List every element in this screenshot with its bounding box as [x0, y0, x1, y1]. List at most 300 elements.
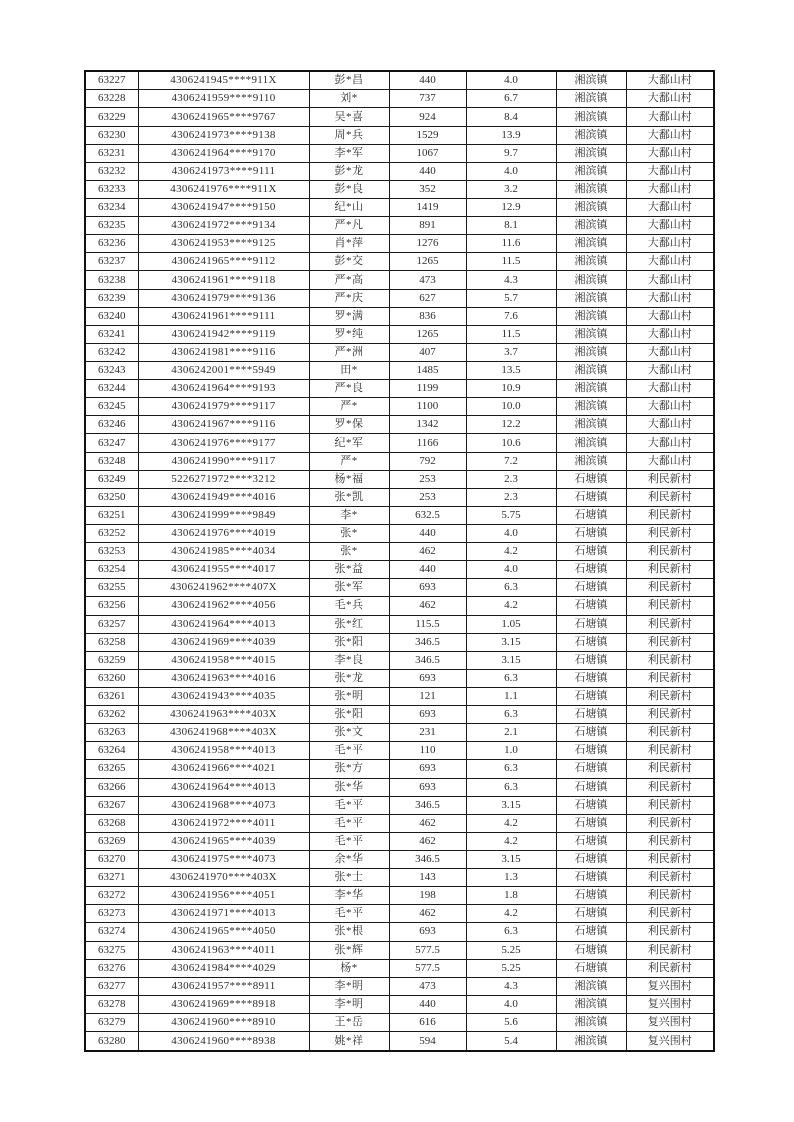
row-id-cell: 63268 — [85, 814, 138, 832]
area-cell: 4.0 — [466, 995, 556, 1013]
town-cell: 石塘镇 — [556, 760, 626, 778]
id-number-cell: 4306241964****9193 — [138, 380, 309, 398]
id-number-cell: 4306241945****911X — [138, 71, 309, 90]
village-cell: 大鄱山村 — [626, 180, 714, 198]
village-cell: 大鄱山村 — [626, 162, 714, 180]
id-number-cell: 4306241969****8918 — [138, 995, 309, 1013]
amount-cell: 462 — [389, 597, 466, 615]
area-cell: 6.3 — [466, 669, 556, 687]
area-cell: 4.0 — [466, 71, 556, 90]
area-cell: 4.0 — [466, 525, 556, 543]
table-row — [85, 977, 714, 995]
area-cell: 4.2 — [466, 832, 556, 850]
area-cell: 6.7 — [466, 90, 556, 108]
name-cell: 张*军 — [309, 579, 389, 597]
village-cell: 复兴围村 — [626, 1032, 714, 1051]
amount-cell: 198 — [389, 887, 466, 905]
name-cell: 李*军 — [309, 144, 389, 162]
village-cell: 大鄱山村 — [626, 126, 714, 144]
row-id-cell: 63261 — [85, 687, 138, 705]
table-row — [85, 180, 714, 198]
village-cell: 利民新村 — [626, 778, 714, 796]
town-cell: 石塘镇 — [556, 941, 626, 959]
row-id-cell: 63236 — [85, 235, 138, 253]
table-row — [85, 887, 714, 905]
table-row — [85, 162, 714, 180]
village-cell: 利民新村 — [626, 488, 714, 506]
town-cell: 湘滨镇 — [556, 253, 626, 271]
town-cell: 石塘镇 — [556, 525, 626, 543]
amount-cell: 1067 — [389, 144, 466, 162]
area-cell: 4.2 — [466, 597, 556, 615]
name-cell: 彭*交 — [309, 253, 389, 271]
area-cell: 1.1 — [466, 687, 556, 705]
table-row — [85, 995, 714, 1013]
amount-cell: 143 — [389, 869, 466, 887]
amount-cell: 627 — [389, 289, 466, 307]
area-cell: 10.9 — [466, 380, 556, 398]
id-number-cell: 4306241972****9134 — [138, 217, 309, 235]
amount-cell: 462 — [389, 543, 466, 561]
amount-cell: 1166 — [389, 434, 466, 452]
table-row — [85, 905, 714, 923]
village-cell: 利民新村 — [626, 959, 714, 977]
town-cell: 湘滨镇 — [556, 180, 626, 198]
id-number-cell: 4306241955****4017 — [138, 561, 309, 579]
town-cell: 石塘镇 — [556, 579, 626, 597]
table-row — [85, 90, 714, 108]
town-cell: 石塘镇 — [556, 923, 626, 941]
village-cell: 复兴围村 — [626, 977, 714, 995]
table-row — [85, 434, 714, 452]
town-cell: 石塘镇 — [556, 832, 626, 850]
table-row — [85, 325, 714, 343]
town-cell: 石塘镇 — [556, 561, 626, 579]
name-cell: 张*方 — [309, 760, 389, 778]
row-id-cell: 63232 — [85, 162, 138, 180]
amount-cell: 346.5 — [389, 796, 466, 814]
village-cell: 利民新村 — [626, 923, 714, 941]
row-id-cell: 63241 — [85, 325, 138, 343]
amount-cell: 462 — [389, 905, 466, 923]
amount-cell: 792 — [389, 452, 466, 470]
village-cell: 利民新村 — [626, 525, 714, 543]
village-cell: 利民新村 — [626, 597, 714, 615]
table-row — [85, 814, 714, 832]
area-cell: 6.3 — [466, 579, 556, 597]
village-cell: 利民新村 — [626, 832, 714, 850]
village-cell: 利民新村 — [626, 814, 714, 832]
name-cell: 姚*祥 — [309, 1032, 389, 1051]
records-table — [84, 70, 715, 1052]
name-cell: 纪*山 — [309, 199, 389, 217]
town-cell: 湘滨镇 — [556, 108, 626, 126]
area-cell: 9.7 — [466, 144, 556, 162]
village-cell: 大鄱山村 — [626, 343, 714, 361]
amount-cell: 407 — [389, 343, 466, 361]
village-cell: 大鄱山村 — [626, 144, 714, 162]
table-row — [85, 362, 714, 380]
name-cell: 严*高 — [309, 271, 389, 289]
area-cell: 8.1 — [466, 217, 556, 235]
amount-cell: 473 — [389, 271, 466, 289]
table-row — [85, 832, 714, 850]
town-cell: 石塘镇 — [556, 905, 626, 923]
amount-cell: 693 — [389, 669, 466, 687]
row-id-cell: 63235 — [85, 217, 138, 235]
town-cell: 湘滨镇 — [556, 325, 626, 343]
amount-cell: 110 — [389, 742, 466, 760]
table-row — [85, 416, 714, 434]
name-cell: 毛*平 — [309, 905, 389, 923]
amount-cell: 1265 — [389, 253, 466, 271]
amount-cell: 115.5 — [389, 615, 466, 633]
area-cell: 4.2 — [466, 905, 556, 923]
town-cell: 石塘镇 — [556, 959, 626, 977]
village-cell: 利民新村 — [626, 869, 714, 887]
town-cell: 湘滨镇 — [556, 995, 626, 1013]
area-cell: 11.5 — [466, 325, 556, 343]
table-row — [85, 525, 714, 543]
village-cell: 利民新村 — [626, 506, 714, 524]
table-row — [85, 488, 714, 506]
town-cell: 湘滨镇 — [556, 235, 626, 253]
id-number-cell: 4306241965****9767 — [138, 108, 309, 126]
table-row — [85, 1032, 714, 1051]
table-row — [85, 850, 714, 868]
amount-cell: 693 — [389, 760, 466, 778]
amount-cell: 616 — [389, 1013, 466, 1031]
area-cell: 3.15 — [466, 850, 556, 868]
town-cell: 湘滨镇 — [556, 1032, 626, 1051]
name-cell: 田* — [309, 362, 389, 380]
id-number-cell: 4306241963****4011 — [138, 941, 309, 959]
name-cell: 严*洲 — [309, 343, 389, 361]
amount-cell: 1199 — [389, 380, 466, 398]
id-number-cell: 4306241966****4021 — [138, 760, 309, 778]
amount-cell: 440 — [389, 71, 466, 90]
id-number-cell: 4306241964****9170 — [138, 144, 309, 162]
village-cell: 复兴围村 — [626, 995, 714, 1013]
row-id-cell: 63237 — [85, 253, 138, 271]
id-number-cell: 4306241961****9111 — [138, 307, 309, 325]
amount-cell: 693 — [389, 923, 466, 941]
name-cell: 张*益 — [309, 561, 389, 579]
town-cell: 石塘镇 — [556, 814, 626, 832]
id-number-cell: 4306241965****4050 — [138, 923, 309, 941]
row-id-cell: 63278 — [85, 995, 138, 1013]
town-cell: 石塘镇 — [556, 687, 626, 705]
table-row — [85, 307, 714, 325]
row-id-cell: 63233 — [85, 180, 138, 198]
amount-cell: 352 — [389, 180, 466, 198]
town-cell: 湘滨镇 — [556, 398, 626, 416]
town-cell: 湘滨镇 — [556, 289, 626, 307]
row-id-cell: 63260 — [85, 669, 138, 687]
name-cell: 张*凯 — [309, 488, 389, 506]
amount-cell: 693 — [389, 706, 466, 724]
town-cell: 石塘镇 — [556, 778, 626, 796]
id-number-cell: 4306241953****9125 — [138, 235, 309, 253]
town-cell: 石塘镇 — [556, 850, 626, 868]
area-cell: 5.25 — [466, 959, 556, 977]
name-cell: 王*岳 — [309, 1013, 389, 1031]
village-cell: 利民新村 — [626, 706, 714, 724]
table-row — [85, 126, 714, 144]
table-row — [85, 235, 714, 253]
amount-cell: 924 — [389, 108, 466, 126]
records-table-body — [85, 71, 714, 1051]
name-cell: 张*文 — [309, 724, 389, 742]
id-number-cell: 4306241960****8938 — [138, 1032, 309, 1051]
row-id-cell: 63272 — [85, 887, 138, 905]
area-cell: 11.6 — [466, 235, 556, 253]
name-cell: 李*良 — [309, 651, 389, 669]
name-cell: 杨*福 — [309, 470, 389, 488]
name-cell: 张*龙 — [309, 669, 389, 687]
town-cell: 湘滨镇 — [556, 307, 626, 325]
village-cell: 大鄱山村 — [626, 416, 714, 434]
town-cell: 石塘镇 — [556, 869, 626, 887]
area-cell: 4.2 — [466, 543, 556, 561]
town-cell: 湘滨镇 — [556, 362, 626, 380]
id-number-cell: 4306241963****4016 — [138, 669, 309, 687]
table-row — [85, 71, 714, 90]
table-row — [85, 796, 714, 814]
amount-cell: 440 — [389, 561, 466, 579]
table-row — [85, 669, 714, 687]
amount-cell: 1342 — [389, 416, 466, 434]
name-cell: 彭*良 — [309, 180, 389, 198]
id-number-cell: 4306241984****4029 — [138, 959, 309, 977]
name-cell: 吴*喜 — [309, 108, 389, 126]
id-number-cell: 4306241976****9177 — [138, 434, 309, 452]
town-cell: 湘滨镇 — [556, 199, 626, 217]
table-row — [85, 597, 714, 615]
village-cell: 利民新村 — [626, 796, 714, 814]
name-cell: 张*华 — [309, 778, 389, 796]
row-id-cell: 63252 — [85, 525, 138, 543]
town-cell: 石塘镇 — [556, 651, 626, 669]
name-cell: 毛*平 — [309, 814, 389, 832]
amount-cell: 836 — [389, 307, 466, 325]
amount-cell: 462 — [389, 814, 466, 832]
village-cell: 利民新村 — [626, 850, 714, 868]
village-cell: 利民新村 — [626, 687, 714, 705]
area-cell: 5.7 — [466, 289, 556, 307]
amount-cell: 1485 — [389, 362, 466, 380]
name-cell: 李* — [309, 506, 389, 524]
row-id-cell: 63231 — [85, 144, 138, 162]
row-id-cell: 63274 — [85, 923, 138, 941]
village-cell: 利民新村 — [626, 579, 714, 597]
village-cell: 利民新村 — [626, 724, 714, 742]
area-cell: 1.3 — [466, 869, 556, 887]
row-id-cell: 63277 — [85, 977, 138, 995]
town-cell: 湘滨镇 — [556, 144, 626, 162]
town-cell: 石塘镇 — [556, 706, 626, 724]
id-number-cell: 4306241972****4011 — [138, 814, 309, 832]
table-row — [85, 941, 714, 959]
id-number-cell: 4306241973****9111 — [138, 162, 309, 180]
id-number-cell: 5226271972****3212 — [138, 470, 309, 488]
town-cell: 石塘镇 — [556, 615, 626, 633]
id-number-cell: 4306241942****9119 — [138, 325, 309, 343]
table-row — [85, 253, 714, 271]
amount-cell: 1419 — [389, 199, 466, 217]
name-cell: 毛*平 — [309, 796, 389, 814]
village-cell: 大鄱山村 — [626, 217, 714, 235]
name-cell: 李*明 — [309, 977, 389, 995]
name-cell: 严*庆 — [309, 289, 389, 307]
village-cell: 大鄱山村 — [626, 434, 714, 452]
area-cell: 4.2 — [466, 814, 556, 832]
row-id-cell: 63275 — [85, 941, 138, 959]
area-cell: 3.15 — [466, 651, 556, 669]
amount-cell: 594 — [389, 1032, 466, 1051]
table-row — [85, 923, 714, 941]
town-cell: 湘滨镇 — [556, 977, 626, 995]
id-number-cell: 4306241981****9116 — [138, 343, 309, 361]
table-row — [85, 742, 714, 760]
area-cell: 5.25 — [466, 941, 556, 959]
area-cell: 1.8 — [466, 887, 556, 905]
row-id-cell: 63276 — [85, 959, 138, 977]
row-id-cell: 63259 — [85, 651, 138, 669]
amount-cell: 346.5 — [389, 633, 466, 651]
village-cell: 利民新村 — [626, 760, 714, 778]
name-cell: 毛*平 — [309, 832, 389, 850]
table-row — [85, 760, 714, 778]
area-cell: 1.0 — [466, 742, 556, 760]
row-id-cell: 63267 — [85, 796, 138, 814]
id-number-cell: 4306241963****403X — [138, 706, 309, 724]
id-number-cell: 4306241961****9118 — [138, 271, 309, 289]
amount-cell: 253 — [389, 470, 466, 488]
town-cell: 湘滨镇 — [556, 162, 626, 180]
amount-cell: 231 — [389, 724, 466, 742]
area-cell: 2.1 — [466, 724, 556, 742]
village-cell: 大鄱山村 — [626, 362, 714, 380]
area-cell: 10.6 — [466, 434, 556, 452]
id-number-cell: 4306241985****4034 — [138, 543, 309, 561]
amount-cell: 1276 — [389, 235, 466, 253]
name-cell: 刘* — [309, 90, 389, 108]
row-id-cell: 63243 — [85, 362, 138, 380]
table-row — [85, 398, 714, 416]
area-cell: 3.15 — [466, 796, 556, 814]
name-cell: 张*士 — [309, 869, 389, 887]
name-cell: 彭*昌 — [309, 71, 389, 90]
id-number-cell: 4306241956****4051 — [138, 887, 309, 905]
village-cell: 利民新村 — [626, 633, 714, 651]
village-cell: 大鄱山村 — [626, 398, 714, 416]
village-cell: 大鄱山村 — [626, 289, 714, 307]
area-cell: 5.4 — [466, 1032, 556, 1051]
amount-cell: 440 — [389, 162, 466, 180]
row-id-cell: 63280 — [85, 1032, 138, 1051]
row-id-cell: 63265 — [85, 760, 138, 778]
table-row — [85, 470, 714, 488]
table-row — [85, 108, 714, 126]
row-id-cell: 63264 — [85, 742, 138, 760]
table-row — [85, 217, 714, 235]
id-number-cell: 4306241976****911X — [138, 180, 309, 198]
row-id-cell: 63269 — [85, 832, 138, 850]
table-row — [85, 633, 714, 651]
town-cell: 石塘镇 — [556, 887, 626, 905]
village-cell: 大鄱山村 — [626, 325, 714, 343]
town-cell: 湘滨镇 — [556, 271, 626, 289]
id-number-cell: 4306241979****9117 — [138, 398, 309, 416]
village-cell: 利民新村 — [626, 669, 714, 687]
village-cell: 大鄱山村 — [626, 271, 714, 289]
row-id-cell: 63249 — [85, 470, 138, 488]
name-cell: 余*华 — [309, 850, 389, 868]
amount-cell: 346.5 — [389, 850, 466, 868]
row-id-cell: 63244 — [85, 380, 138, 398]
table-row — [85, 706, 714, 724]
amount-cell: 577.5 — [389, 941, 466, 959]
town-cell: 石塘镇 — [556, 724, 626, 742]
name-cell: 李*华 — [309, 887, 389, 905]
id-number-cell: 4306241965****4039 — [138, 832, 309, 850]
id-number-cell: 4306241973****9138 — [138, 126, 309, 144]
name-cell: 严*凡 — [309, 217, 389, 235]
name-cell: 李*明 — [309, 995, 389, 1013]
amount-cell: 693 — [389, 778, 466, 796]
amount-cell: 462 — [389, 832, 466, 850]
town-cell: 石塘镇 — [556, 669, 626, 687]
area-cell: 4.0 — [466, 561, 556, 579]
row-id-cell: 63253 — [85, 543, 138, 561]
village-cell: 大鄱山村 — [626, 235, 714, 253]
amount-cell: 346.5 — [389, 651, 466, 669]
amount-cell: 737 — [389, 90, 466, 108]
table-row — [85, 561, 714, 579]
name-cell: 张*根 — [309, 923, 389, 941]
area-cell: 3.2 — [466, 180, 556, 198]
area-cell: 4.0 — [466, 162, 556, 180]
table-row — [85, 289, 714, 307]
area-cell: 6.3 — [466, 778, 556, 796]
area-cell: 8.4 — [466, 108, 556, 126]
town-cell: 湘滨镇 — [556, 1013, 626, 1031]
row-id-cell: 63247 — [85, 434, 138, 452]
row-id-cell: 63227 — [85, 71, 138, 90]
amount-cell: 693 — [389, 579, 466, 597]
village-cell: 利民新村 — [626, 742, 714, 760]
village-cell: 利民新村 — [626, 887, 714, 905]
row-id-cell: 63234 — [85, 199, 138, 217]
name-cell: 罗*满 — [309, 307, 389, 325]
name-cell: 严* — [309, 398, 389, 416]
area-cell: 2.3 — [466, 488, 556, 506]
id-number-cell: 4306241943****4035 — [138, 687, 309, 705]
town-cell: 石塘镇 — [556, 633, 626, 651]
name-cell: 张* — [309, 525, 389, 543]
village-cell: 大鄱山村 — [626, 90, 714, 108]
table-row — [85, 579, 714, 597]
row-id-cell: 63228 — [85, 90, 138, 108]
area-cell: 5.75 — [466, 506, 556, 524]
id-number-cell: 4306241965****9112 — [138, 253, 309, 271]
area-cell: 4.3 — [466, 977, 556, 995]
row-id-cell: 63230 — [85, 126, 138, 144]
amount-cell: 473 — [389, 977, 466, 995]
village-cell: 大鄱山村 — [626, 253, 714, 271]
table-row — [85, 1013, 714, 1031]
